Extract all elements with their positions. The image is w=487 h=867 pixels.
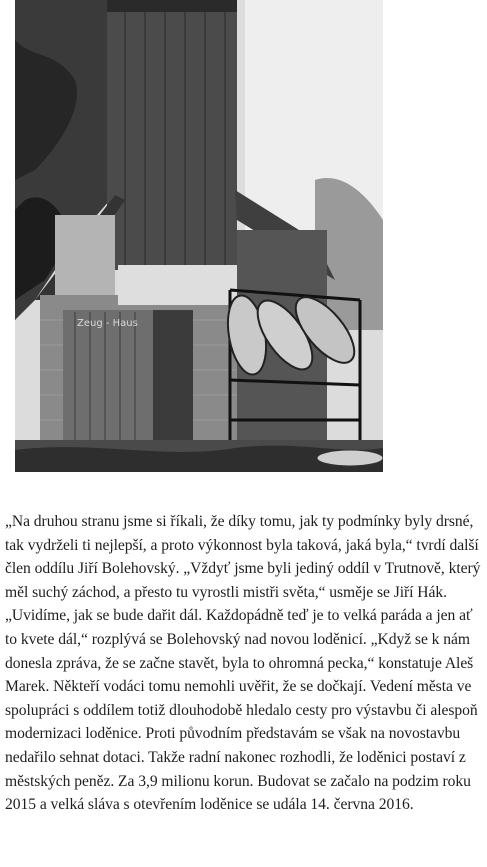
article-paragraph: „Na druhou stranu jsme si říkali, že díky tomu, jak ty podmínky byly drsné, tak vydrželi ti nejlepší, a proto výkonnost byla taková, jaká byla,“ tvrdí další člen oddílu Jiří Bolehovský. „Vždyť jsme byli jediný oddíl v Trutnově, který měl suchý záchod, a přesto tu vyrostli mistři světa,“ usměje se Jiří Hák. „Uvidíme, jak se bude dařit dál. Každopádně teď je to velká paráda a jen ať to kvete dál,“ rozplývá se Bolehovský nad novou loděnicí. „Když se k nám donesla zpráva, že se začne stavět, byla to ohromná pecka,“ konstatuje Aleš Marek. Někteří vodáci tomu nemohli uvěřit, že se dočkají. Vedení města ve spolupráci s oddílem totiž dlouhodobě hledalo cesty pro výstavbu či alespoň modernizaci loděnice. Proti původním představám se však na novostavbu nedařilo sehnat dotaci. Takže radní nakonec rozhodli, že loděnici postaví z městských peněz. Za 3,9 milionu korun. Budovat se začalo na podzim roku 2015 a velká sláva s otevřením loděnice se udála 14. června 2016.: [5, 513, 481, 814]
boathouse-photo-illustration: [15, 0, 383, 472]
historic-boathouse-photo: [15, 0, 383, 472]
photo-sign-text: Zeug - Haus: [77, 318, 138, 329]
